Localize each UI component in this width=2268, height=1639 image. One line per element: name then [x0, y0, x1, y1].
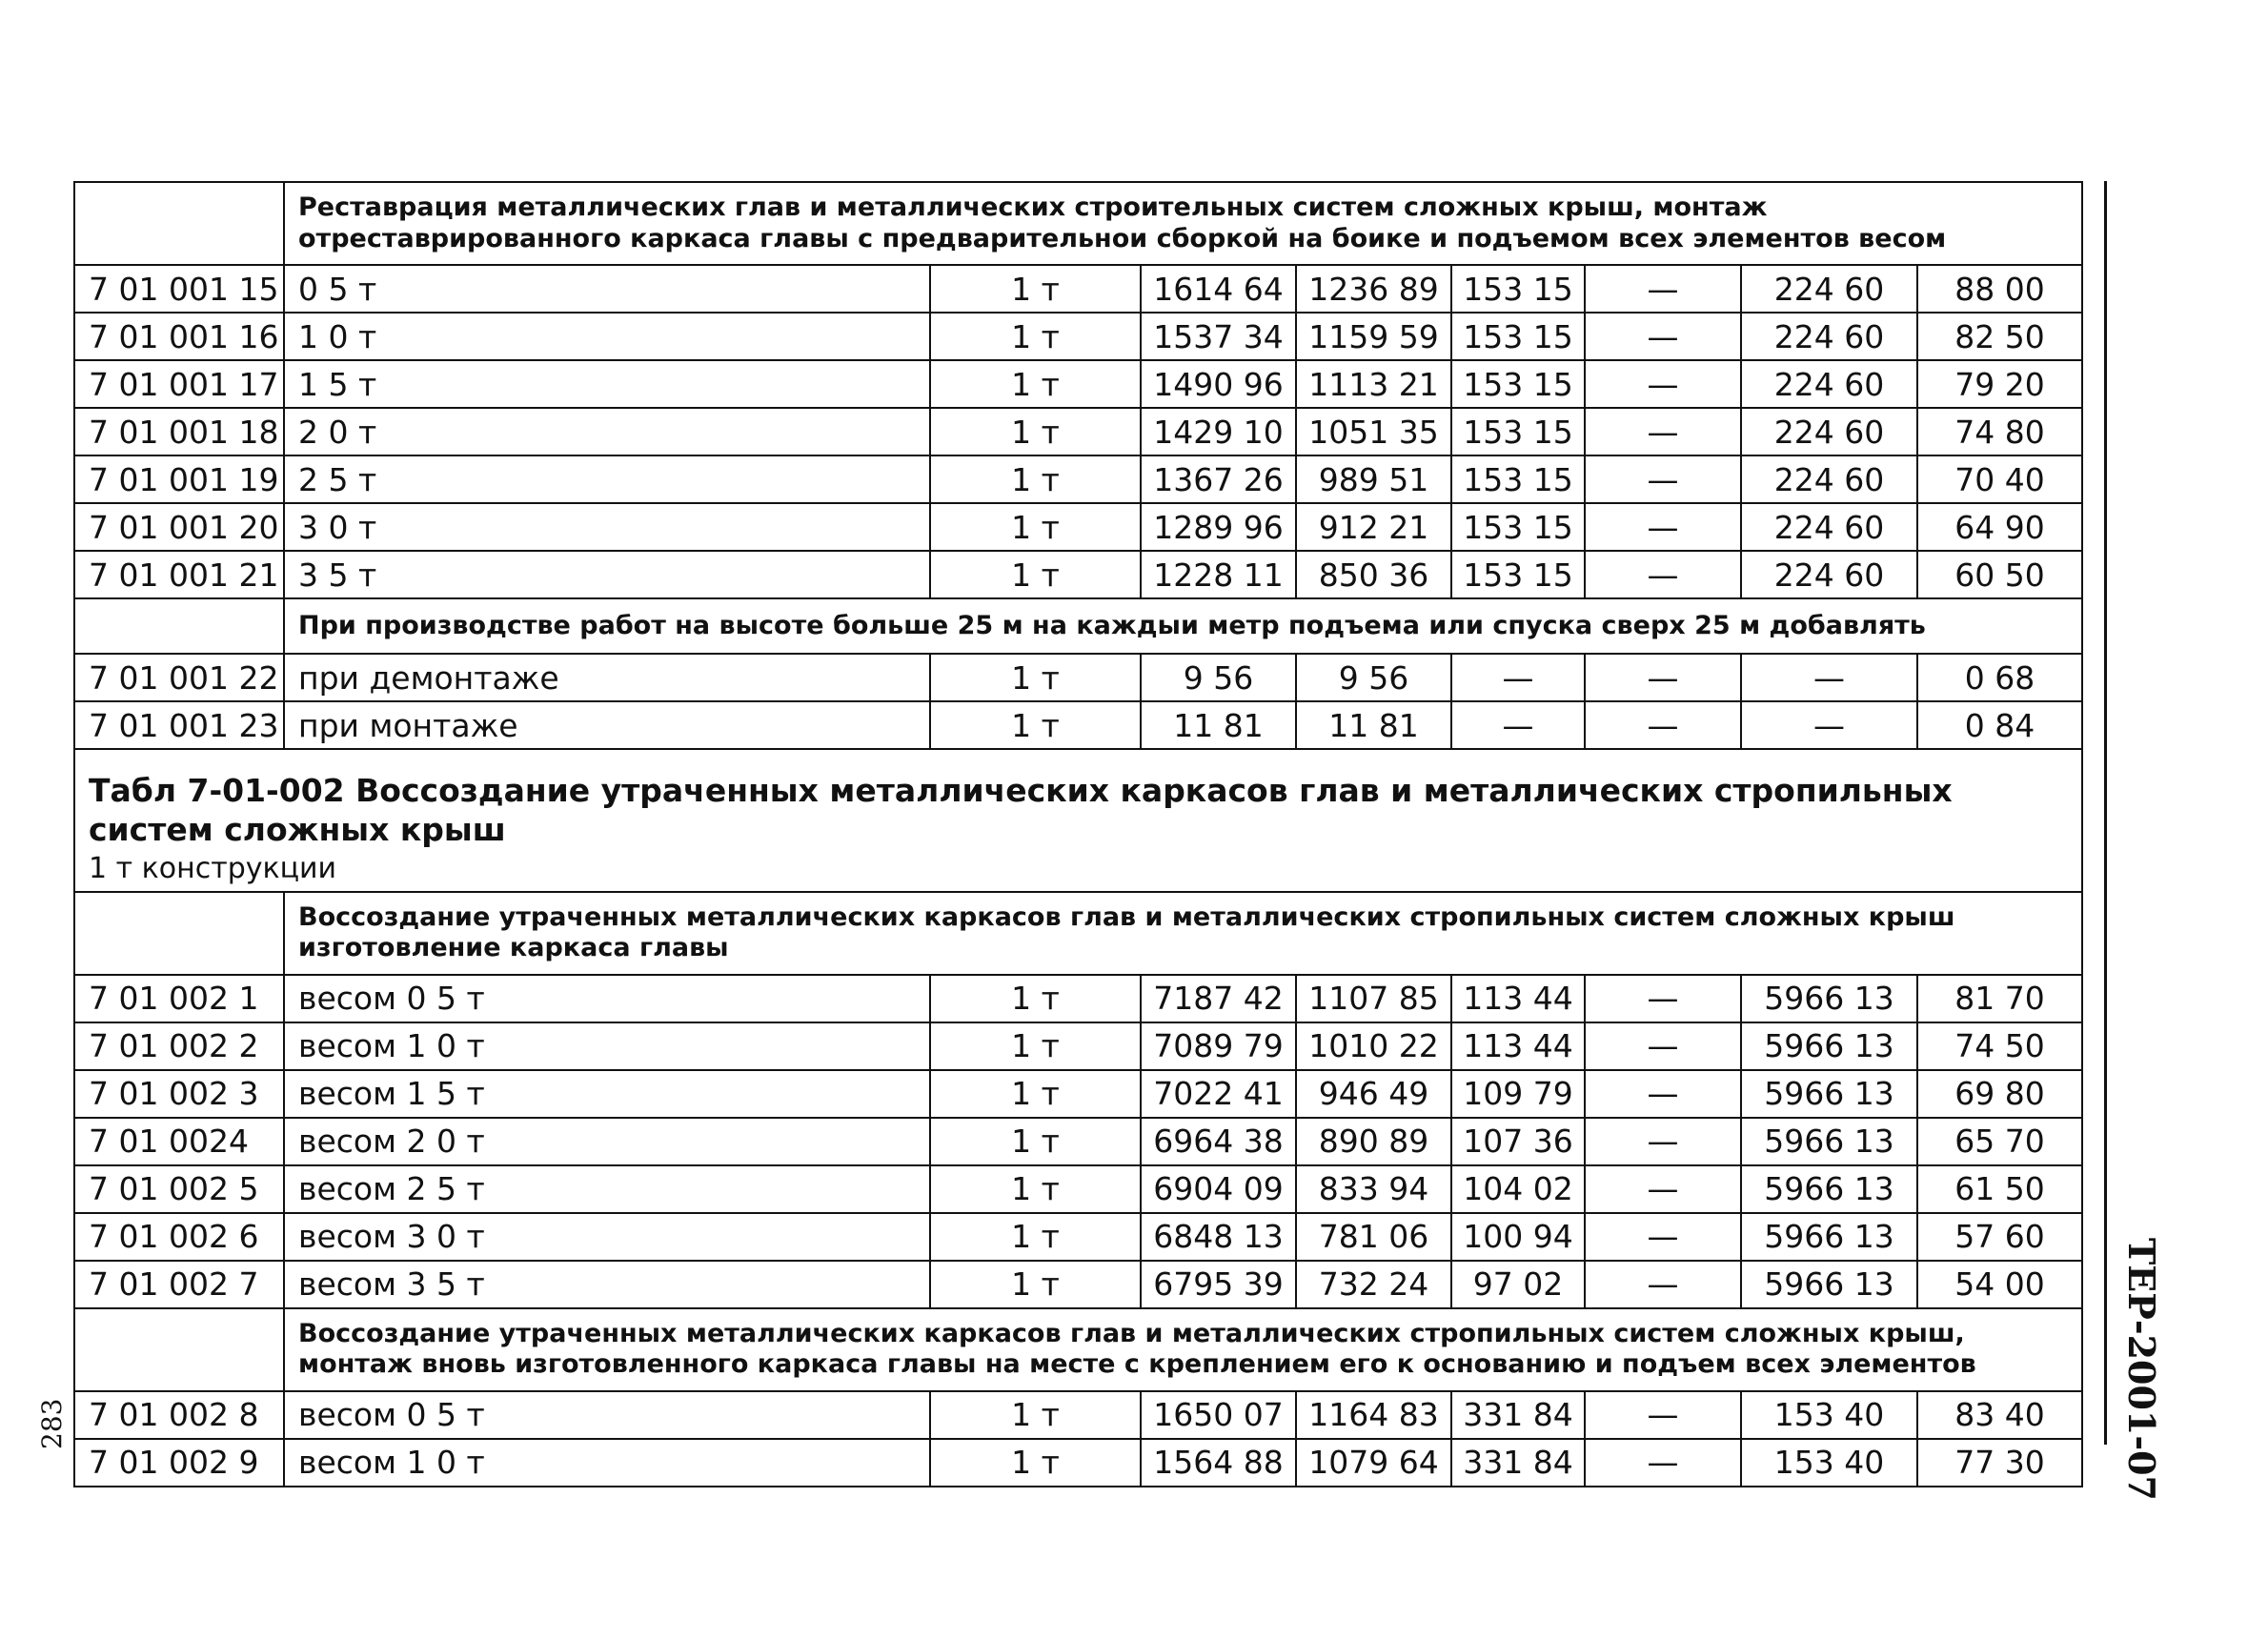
- cell-v2: 890 89: [1296, 1118, 1451, 1165]
- cell-v5: 5966 13: [1741, 975, 1917, 1022]
- cell-v2: 1079 64: [1296, 1439, 1451, 1487]
- cell-v5: —: [1741, 701, 1917, 749]
- cell-v5: 224 60: [1741, 408, 1917, 455]
- cell-v4: —: [1585, 1391, 1741, 1439]
- table-row: [74, 975, 2082, 1022]
- cell-v5: 5966 13: [1741, 1165, 1917, 1213]
- cell-v5: 224 60: [1741, 360, 1917, 408]
- group-header: При производстве работ на высоте больше 25 м на каждыи метр подъема или спуска сверх 25 м добавлять: [284, 598, 2082, 654]
- cell-v6: 77 30: [1917, 1439, 2082, 1487]
- cell-v2: 1107 85: [1296, 975, 1451, 1022]
- cell-v2: 11 81: [1296, 701, 1451, 749]
- cell-v3: 153 15: [1451, 408, 1585, 455]
- cell-v1: 6964 38: [1141, 1118, 1296, 1165]
- cell-v2: 732 24: [1296, 1261, 1451, 1308]
- cell-v3: 153 15: [1451, 455, 1585, 503]
- cell-name: 1 0 т: [284, 313, 930, 360]
- cell-v4: —: [1585, 1070, 1741, 1118]
- cell-unit: 1 т: [930, 1213, 1141, 1261]
- cell-v5: 5966 13: [1741, 1261, 1917, 1308]
- cell-v5: 5966 13: [1741, 1022, 1917, 1070]
- cell-v1: 1614 64: [1141, 265, 1296, 313]
- cell-unit: 1 т: [930, 265, 1141, 313]
- table-title-row: [74, 749, 2082, 892]
- cell-v5: 153 40: [1741, 1439, 1917, 1487]
- cell-v6: 61 50: [1917, 1165, 2082, 1213]
- cell-v2: 850 36: [1296, 551, 1451, 598]
- cell-v1: 9 56: [1141, 654, 1296, 701]
- cell-name: весом 3 5 т: [284, 1261, 930, 1308]
- cell-v4: —: [1585, 551, 1741, 598]
- cell-v5: 5966 13: [1741, 1213, 1917, 1261]
- group-header-empty-cell: [74, 182, 284, 265]
- table-row: [74, 265, 2082, 313]
- cell-v1: 1367 26: [1141, 455, 1296, 503]
- cell-name: весом 1 5 т: [284, 1070, 930, 1118]
- cell-v1: 7089 79: [1141, 1022, 1296, 1070]
- cell-v2: 946 49: [1296, 1070, 1451, 1118]
- cell-v5: 224 60: [1741, 503, 1917, 551]
- cell-v1: 1650 07: [1141, 1391, 1296, 1439]
- group-header: Воссоздание утраченных металлических каркасов глав и металлических стропильных систем сложных крыш, монтаж вновь изготовленного каркаса главы на месте с креплением его к основанию и подъем всех элементов: [284, 1308, 2082, 1391]
- cell-unit: 1 т: [930, 503, 1141, 551]
- cell-v1: 7022 41: [1141, 1070, 1296, 1118]
- cell-code: 7 01 001 16: [74, 313, 284, 360]
- cell-name: 3 0 т: [284, 503, 930, 551]
- cell-unit: 1 т: [930, 360, 1141, 408]
- cell-v3: 97 02: [1451, 1261, 1585, 1308]
- cell-v3: 104 02: [1451, 1165, 1585, 1213]
- cell-v6: 64 90: [1917, 503, 2082, 551]
- cell-name: 3 5 т: [284, 551, 930, 598]
- table-row: [74, 503, 2082, 551]
- table-row: [74, 1165, 2082, 1213]
- cell-v1: 1228 11: [1141, 551, 1296, 598]
- cell-v3: —: [1451, 701, 1585, 749]
- cell-unit: 1 т: [930, 654, 1141, 701]
- cell-v5: 224 60: [1741, 551, 1917, 598]
- cell-v5: —: [1741, 654, 1917, 701]
- cell-code: 7 01 002 2: [74, 1022, 284, 1070]
- group-header-row: [74, 892, 2082, 975]
- cell-code: 7 01 001 23: [74, 701, 284, 749]
- cell-v6: 81 70: [1917, 975, 2082, 1022]
- cell-v6: 70 40: [1917, 455, 2082, 503]
- cell-v4: —: [1585, 503, 1741, 551]
- cell-v1: 1490 96: [1141, 360, 1296, 408]
- cell-v2: 1113 21: [1296, 360, 1451, 408]
- cell-v6: 88 00: [1917, 265, 2082, 313]
- cell-name: весом 0 5 т: [284, 975, 930, 1022]
- cell-v5: 5966 13: [1741, 1118, 1917, 1165]
- cell-name: 0 5 т: [284, 265, 930, 313]
- cell-unit: 1 т: [930, 1118, 1141, 1165]
- cell-v2: 1159 59: [1296, 313, 1451, 360]
- right-margin-rule: [2104, 181, 2107, 1445]
- cell-code: 7 01 002 9: [74, 1439, 284, 1487]
- cell-v3: —: [1451, 654, 1585, 701]
- cell-v5: 224 60: [1741, 455, 1917, 503]
- cell-v2: 989 51: [1296, 455, 1451, 503]
- table-row: [74, 1391, 2082, 1439]
- table-row: [74, 551, 2082, 598]
- cell-code: 7 01 001 20: [74, 503, 284, 551]
- cell-v4: —: [1585, 1213, 1741, 1261]
- cell-v1: 11 81: [1141, 701, 1296, 749]
- cell-v2: 9 56: [1296, 654, 1451, 701]
- cell-code: 7 01 002 5: [74, 1165, 284, 1213]
- table-row: [74, 360, 2082, 408]
- cell-code: 7 01 001 22: [74, 654, 284, 701]
- cell-code: 7 01 001 15: [74, 265, 284, 313]
- group-header-row: [74, 182, 2082, 265]
- document-code: ТЕР-2001-07: [2120, 1238, 2163, 1502]
- cell-v1: 6795 39: [1141, 1261, 1296, 1308]
- group-header: Воссоздание утраченных металлических каркасов глав и металлических стропильных систем сложных крыш изготовление каркаса главы: [284, 892, 2082, 975]
- cell-code: 7 01 002 6: [74, 1213, 284, 1261]
- cell-v3: 153 15: [1451, 360, 1585, 408]
- table-row: [74, 1213, 2082, 1261]
- table-row: [74, 408, 2082, 455]
- cell-v3: 109 79: [1451, 1070, 1585, 1118]
- cell-unit: 1 т: [930, 1022, 1141, 1070]
- cell-name: весом 2 5 т: [284, 1165, 930, 1213]
- cell-v4: —: [1585, 1165, 1741, 1213]
- group-header-empty-cell: [74, 1308, 284, 1391]
- cell-unit: 1 т: [930, 1391, 1141, 1439]
- price-table: [73, 181, 2083, 1487]
- table-row: [74, 1439, 2082, 1487]
- cell-v5: 224 60: [1741, 265, 1917, 313]
- cell-v1: 6904 09: [1141, 1165, 1296, 1213]
- cell-v4: —: [1585, 1261, 1741, 1308]
- cell-v4: —: [1585, 1439, 1741, 1487]
- cell-unit: 1 т: [930, 455, 1141, 503]
- table-subtitle: 1 т конструкции: [89, 851, 337, 885]
- cell-v2: 912 21: [1296, 503, 1451, 551]
- cell-v3: 153 15: [1451, 503, 1585, 551]
- table-row: [74, 1261, 2082, 1308]
- cell-unit: 1 т: [930, 1070, 1141, 1118]
- cell-name: весом 3 0 т: [284, 1213, 930, 1261]
- cell-v1: 7187 42: [1141, 975, 1296, 1022]
- table-row: [74, 1022, 2082, 1070]
- table-row: [74, 455, 2082, 503]
- cell-v6: 54 00: [1917, 1261, 2082, 1308]
- cell-code: 7 01 0024: [74, 1118, 284, 1165]
- cell-name: при демонтаже: [284, 654, 930, 701]
- cell-code: 7 01 001 18: [74, 408, 284, 455]
- group-header: Реставрация металлических глав и металлических строительных систем сложных крыш, монтаж отреставрированного каркаса главы с предварительнои сборкой на боике и подъемом всех элементов весом: [284, 182, 2082, 265]
- cell-v2: 781 06: [1296, 1213, 1451, 1261]
- cell-v3: 331 84: [1451, 1391, 1585, 1439]
- cell-code: 7 01 001 21: [74, 551, 284, 598]
- cell-v4: —: [1585, 408, 1741, 455]
- table-title-cell: [74, 749, 2082, 892]
- cell-v2: 1164 83: [1296, 1391, 1451, 1439]
- cell-v2: 1236 89: [1296, 265, 1451, 313]
- cell-v6: 79 20: [1917, 360, 2082, 408]
- cell-name: 2 5 т: [284, 455, 930, 503]
- cell-v4: —: [1585, 1118, 1741, 1165]
- cell-v6: 69 80: [1917, 1070, 2082, 1118]
- cell-v6: 82 50: [1917, 313, 2082, 360]
- cell-v1: 1564 88: [1141, 1439, 1296, 1487]
- cell-name: весом 0 5 т: [284, 1391, 930, 1439]
- cell-v2: 1051 35: [1296, 408, 1451, 455]
- page-number: 283: [36, 1398, 68, 1449]
- cell-v6: 83 40: [1917, 1391, 2082, 1439]
- cell-code: 7 01 002 8: [74, 1391, 284, 1439]
- cell-unit: 1 т: [930, 975, 1141, 1022]
- cell-v1: 1289 96: [1141, 503, 1296, 551]
- cell-v1: 1537 34: [1141, 313, 1296, 360]
- cell-unit: 1 т: [930, 1439, 1141, 1487]
- cell-unit: 1 т: [930, 408, 1141, 455]
- cell-v4: —: [1585, 455, 1741, 503]
- cell-v5: 224 60: [1741, 313, 1917, 360]
- cell-v4: —: [1585, 654, 1741, 701]
- cell-v3: 153 15: [1451, 265, 1585, 313]
- cell-v4: —: [1585, 975, 1741, 1022]
- cell-v2: 1010 22: [1296, 1022, 1451, 1070]
- cell-v6: 60 50: [1917, 551, 2082, 598]
- cell-v6: 74 80: [1917, 408, 2082, 455]
- cell-v1: 6848 13: [1141, 1213, 1296, 1261]
- group-header-row: [74, 598, 2082, 654]
- group-header-row: [74, 1308, 2082, 1391]
- cell-unit: 1 т: [930, 551, 1141, 598]
- cell-v4: —: [1585, 701, 1741, 749]
- cell-code: 7 01 001 19: [74, 455, 284, 503]
- cell-v6: 74 50: [1917, 1022, 2082, 1070]
- table-row: [74, 1118, 2082, 1165]
- cell-v6: 0 68: [1917, 654, 2082, 701]
- table-row: [74, 313, 2082, 360]
- cell-v6: 65 70: [1917, 1118, 2082, 1165]
- cell-v4: —: [1585, 360, 1741, 408]
- cell-v5: 5966 13: [1741, 1070, 1917, 1118]
- cell-v1: 1429 10: [1141, 408, 1296, 455]
- cell-name: весом 1 0 т: [284, 1439, 930, 1487]
- cell-v3: 153 15: [1451, 313, 1585, 360]
- cell-v3: 100 94: [1451, 1213, 1585, 1261]
- table-row: [74, 701, 2082, 749]
- cell-code: 7 01 002 3: [74, 1070, 284, 1118]
- cell-v4: —: [1585, 265, 1741, 313]
- cell-unit: 1 т: [930, 313, 1141, 360]
- cell-unit: 1 т: [930, 1261, 1141, 1308]
- cell-unit: 1 т: [930, 1165, 1141, 1213]
- cell-code: 7 01 002 1: [74, 975, 284, 1022]
- cell-v6: 57 60: [1917, 1213, 2082, 1261]
- cell-name: 1 5 т: [284, 360, 930, 408]
- cell-code: 7 01 001 17: [74, 360, 284, 408]
- cell-name: 2 0 т: [284, 408, 930, 455]
- cell-name: весом 1 0 т: [284, 1022, 930, 1070]
- group-header-empty-cell: [74, 892, 284, 975]
- cell-v3: 331 84: [1451, 1439, 1585, 1487]
- cell-v6: 0 84: [1917, 701, 2082, 749]
- cell-v2: 833 94: [1296, 1165, 1451, 1213]
- cell-code: 7 01 002 7: [74, 1261, 284, 1308]
- cell-name: при монтаже: [284, 701, 930, 749]
- cell-v5: 153 40: [1741, 1391, 1917, 1439]
- cell-v4: —: [1585, 1022, 1741, 1070]
- cell-v3: 113 44: [1451, 1022, 1585, 1070]
- table-title: Табл 7-01-002 Воссоздание утраченных металлических каркасов глав и металлических стропильных систем сложных крыш: [89, 772, 1953, 849]
- cell-v3: 107 36: [1451, 1118, 1585, 1165]
- cell-v3: 113 44: [1451, 975, 1585, 1022]
- table-row: [74, 1070, 2082, 1118]
- group-header-empty-cell: [74, 598, 284, 654]
- cell-unit: 1 т: [930, 701, 1141, 749]
- table-row: [74, 654, 2082, 701]
- cell-v3: 153 15: [1451, 551, 1585, 598]
- cell-v4: —: [1585, 313, 1741, 360]
- cell-name: весом 2 0 т: [284, 1118, 930, 1165]
